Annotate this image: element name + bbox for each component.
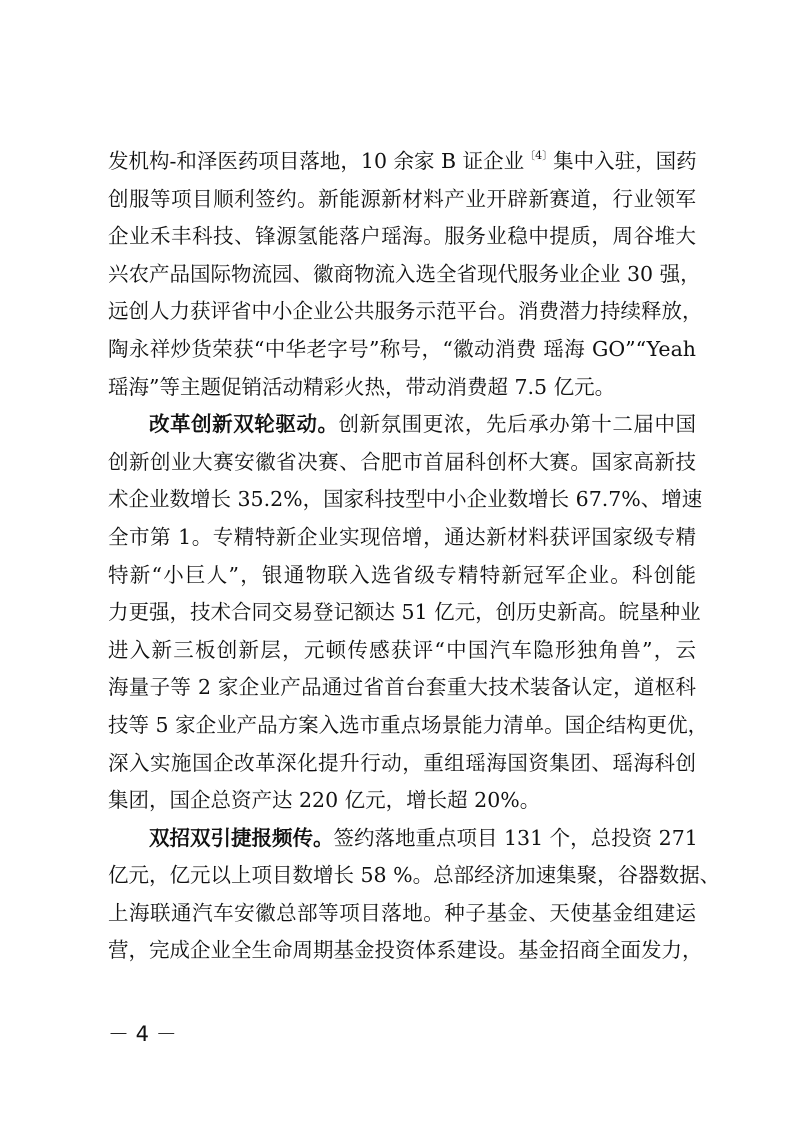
text-line: 陶永祥炒货荣获“中华老字号”称号，“徽动消费 瑶海 GO”“Yeah: [108, 336, 696, 361]
paragraph-lead-heading: 双招双引捷报频传。: [149, 825, 334, 850]
text-line: 力更强，技术合同交易登记额达 51 亿元，创历史新高。皖垦种业: [108, 600, 701, 625]
text-line: 进入新三板创新层，元顿传感获评“中国汽车隐形独角兽”，云: [108, 637, 696, 662]
text-line: 全市第 1。专精特新企业实现倍增，通达新材料获评国家级专精: [108, 524, 696, 549]
text-line: [108, 406, 696, 444]
text-line: 创新创业大赛安徽省决赛、合肥市首届科创杯大赛。国家高新技: [108, 449, 696, 474]
text-line: 营，完成企业全生命周期基金投资体系建设。基金招商全面发力，: [108, 938, 703, 963]
body-text: [108, 143, 721, 970]
text-line: 深入实施国企改革深化提升行动，重组瑶海国资集团、瑶海科创: [108, 750, 696, 775]
text-line: 远创人力获评省中小企业公共服务示范平台。消费潜力持续释放，: [108, 299, 703, 324]
footnote-marker[interactable]: 〔4〕: [524, 149, 554, 162]
text-line: 亿元，亿元以上项目数增长 58 %。总部经济加速集聚，谷器数据、: [108, 863, 721, 888]
text-line: 技等 5 家企业产品方案入选市重点场景能力清单。国企结构更优，: [108, 712, 709, 737]
text-line: 兴农产品国际物流园、徽商物流入选全省现代服务业企业 30 强，: [108, 261, 701, 286]
text-run: 发机构-和泽医药项目落地，10 余家 B 证企业: [108, 149, 525, 173]
text-line: 集团，国企总资产达 220 亿元，增长超 20%。: [108, 788, 541, 813]
paragraph-services-consumption: [108, 143, 703, 406]
text-line: 瑶海”等主题促销活动精彩火热，带动消费超 7.5 亿元。: [108, 374, 616, 399]
text-line: 上海联通汽车安徽总部等项目落地。种子基金、天使基金组建运: [108, 900, 696, 925]
paragraph-reform-innovation: [108, 406, 709, 820]
page-number: － 4 －: [108, 1022, 177, 1046]
text-line: [108, 820, 696, 858]
paragraph-lead-heading: 改革创新双轮驱动。: [149, 412, 339, 437]
text-run: 签约落地重点项目 131 个，总投资 271: [333, 825, 698, 850]
text-line: 术企业数增长 35.2%，国家科技型中小企业数增长 67.7%、增速: [108, 487, 703, 512]
text-line: 特新“小巨人”，银通物联入选省级专精特新冠军企业。科创能: [108, 562, 696, 587]
text-line: 海量子等 2 家企业产品通过省首台套重大技术装备认定，道枢科: [108, 675, 696, 700]
text-run: 集中入驻，国药: [553, 149, 697, 173]
text-line: [108, 143, 696, 181]
text-line: 企业禾丰科技、锋源氢能落户瑶海。服务业稳中提质，周谷堆大: [108, 224, 696, 249]
text-line: 创服等项目顺利签约。新能源新材料产业开辟新赛道，行业领军: [108, 186, 696, 211]
text-run: 创新氛围更浓，先后承办第十二届中国: [338, 412, 697, 437]
paragraph-investment-attraction: [108, 820, 721, 970]
